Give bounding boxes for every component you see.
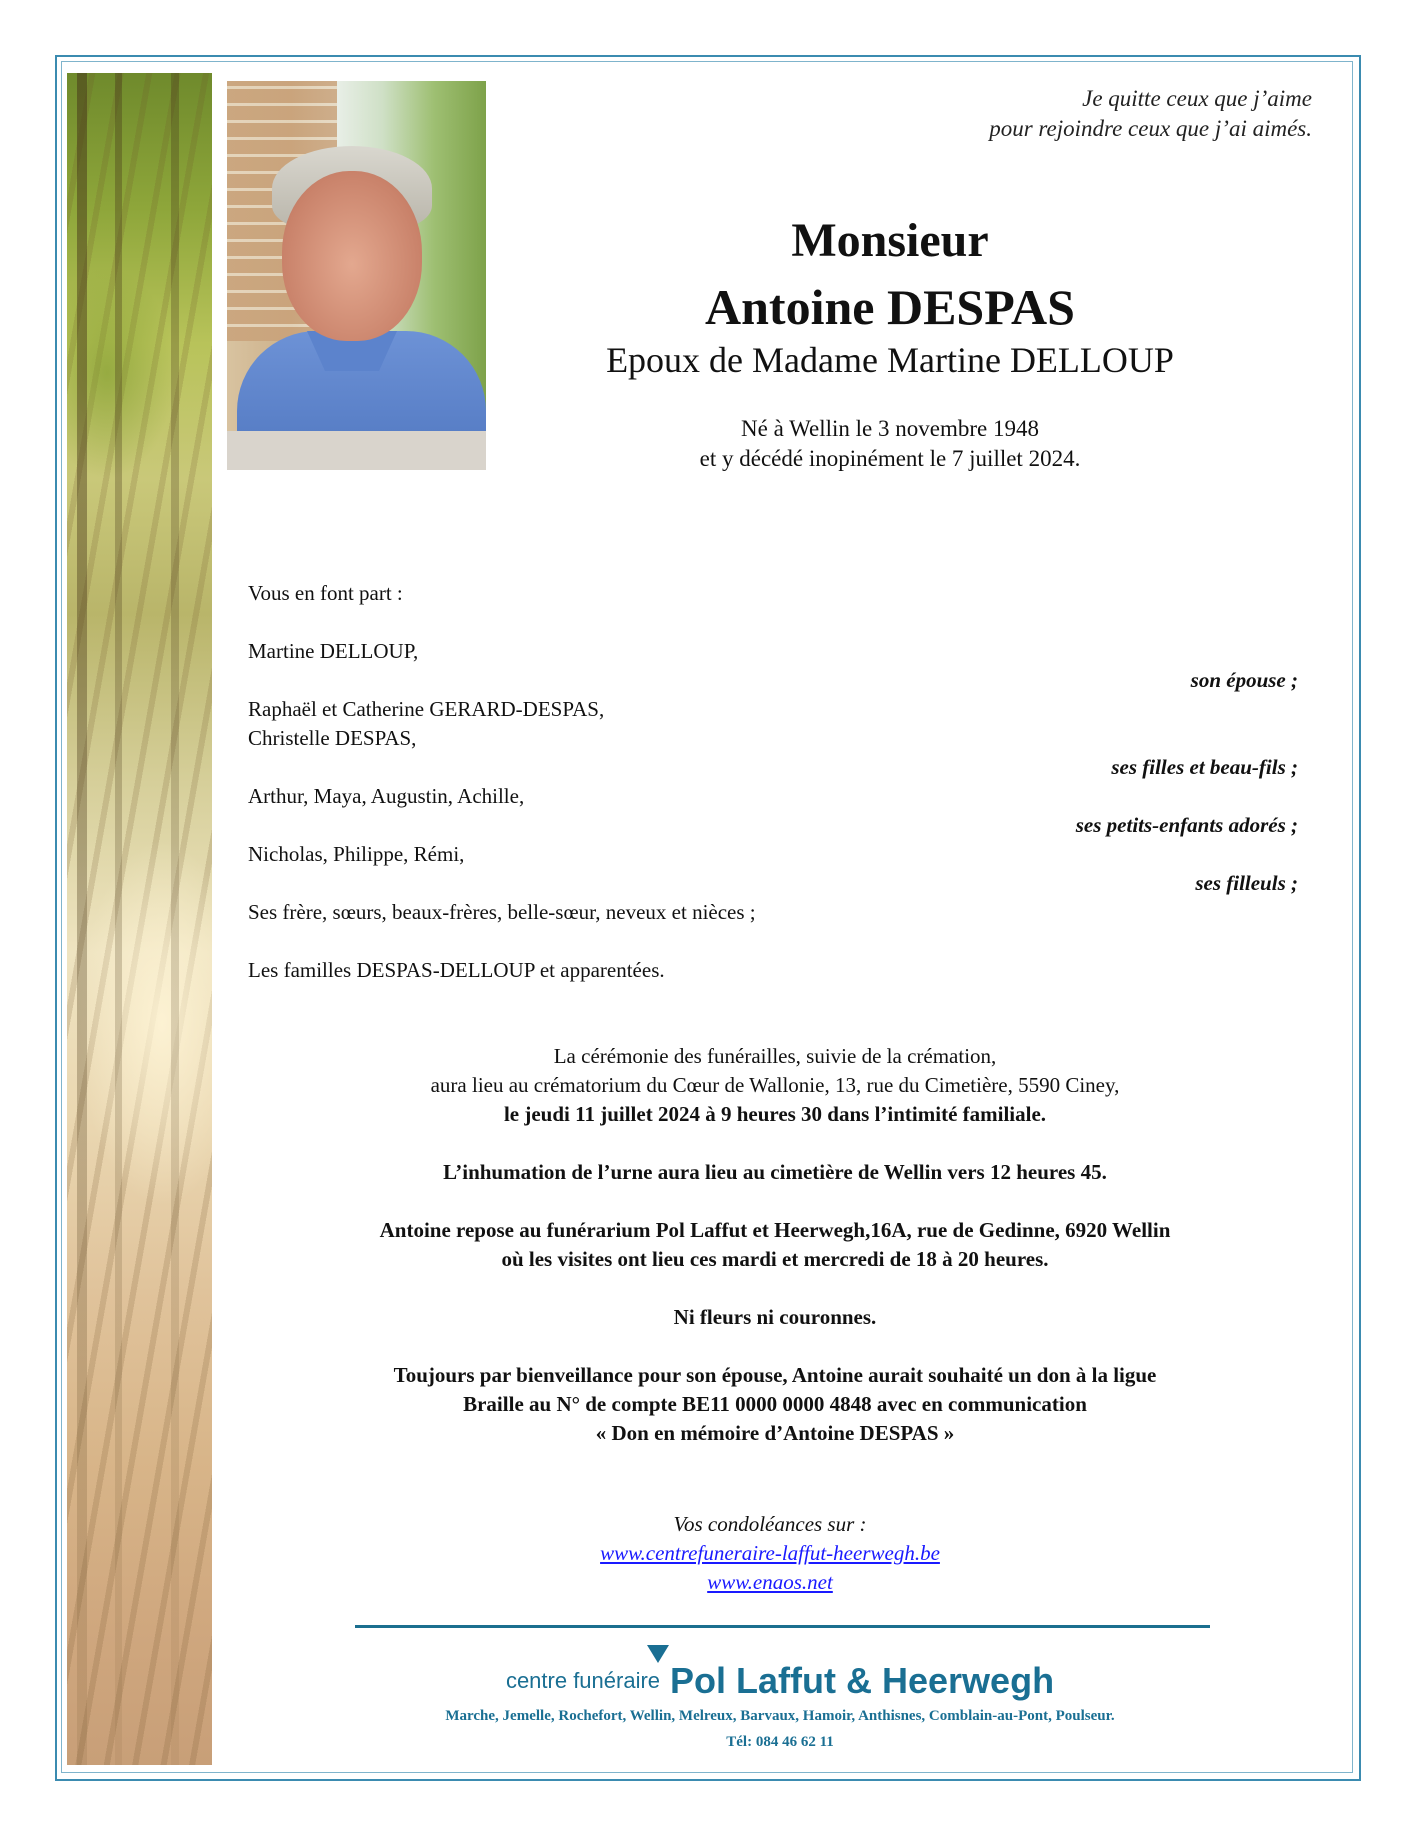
logo-prefix: centre funéraire [505, 1668, 661, 1693]
family-name-line: Raphaël et Catherine GERARD-DESPAS, [248, 697, 605, 721]
death-line: et y décédé inopinément le 7 juillet 2024. [699, 446, 1081, 471]
donation-line-1: Toujours par bienveillance pour son épouse, Antoine aurait souhaité un don à la ligue [393, 1363, 1157, 1387]
burial-info: L’inhumation de l’urne aura lieu au cimetière de Wellin vers 12 heures 45. [443, 1160, 1107, 1184]
donation-line-2: Braille au N° de compte BE11 0000 0000 4848 avec en communication [463, 1392, 1087, 1416]
birth-death-info [520, 414, 1260, 474]
civility-title: Monsieur [791, 214, 989, 267]
condolences-label: Vos condoléances sur : [673, 1512, 867, 1536]
birth-line: Né à Wellin le 3 novembre 1948 [741, 416, 1039, 441]
funeral-home-logo [330, 1660, 1230, 1702]
epigraph [989, 84, 1312, 144]
portrait-photo [227, 81, 486, 470]
family-name-line: Christelle DESPAS, [248, 726, 417, 750]
family-name-line: Nicholas, Philippe, Rémi, [248, 842, 465, 866]
rest-line-2: où les visites ont lieu ces mardi et mercredi de 18 à 20 heures. [501, 1247, 1049, 1271]
rest-info [250, 1216, 1300, 1274]
condolences-link-enaos[interactable]: www.enaos.net [707, 1570, 833, 1594]
footer-towns: Marche, Jemelle, Rochefort, Wellin, Melreux, Barvaux, Hamoir, Anthisnes, Comblain-au-Pont, Poulseur. [445, 1708, 1115, 1724]
ceremony-date-line: le jeudi 11 juillet 2024 à 9 heures 30 dans l’intimité familiale. [503, 1102, 1047, 1126]
donation-info [250, 1361, 1300, 1448]
family-relation: ses petits-enfants adorés ; [1075, 813, 1298, 837]
deceased-name: Antoine DESPAS [705, 279, 1075, 335]
logo-brand: Pol Laffut & Heerwegh [670, 1660, 1055, 1701]
ceremony-info [250, 1042, 1300, 1129]
family-relation: ses filleuls ; [1195, 871, 1298, 895]
ceremony-line-2: aura lieu au crématorium du Cœur de Wallonie, 13, rue du Cimetière, 5590 Ciney, [430, 1073, 1120, 1097]
ceremony-line-1: La cérémonie des funérailles, suivie de la crémation, [553, 1044, 997, 1068]
family-others-line: Ses frère, sœurs, beaux-frères, belle-sœur, neveux et nièces ; [248, 900, 756, 924]
condolences-link-funeral-center[interactable]: www.centrefuneraire-laffut-heerwegh.be [600, 1541, 940, 1565]
condolences-block [420, 1510, 1120, 1597]
flowers-note: Ni fleurs ni couronnes. [673, 1305, 877, 1329]
forest-path-decoration [67, 73, 212, 1765]
family-relation: ses filles et beau-fils ; [1111, 755, 1298, 779]
family-name-line: Martine DELLOUP, [248, 639, 419, 663]
footer-phone: Tél: 084 46 62 11 [726, 1734, 834, 1750]
footer-divider [355, 1625, 1210, 1628]
epigraph-line-1: Je quitte ceux que j’aime [1082, 86, 1312, 111]
epigraph-line-2: pour rejoindre ceux que j’ai aimés. [989, 116, 1312, 141]
family-relation: son épouse ; [1190, 668, 1298, 692]
rest-line-1: Antoine repose au funérarium Pol Laffut et Heerwegh,16A, rue de Gedinne, 6920 Wellin [379, 1218, 1171, 1242]
family-name-line: Arthur, Maya, Augustin, Achille, [248, 784, 525, 808]
family-others-line: Les familles DESPAS-DELLOUP et apparentées. [248, 958, 665, 982]
donation-line-3: « Don en mémoire d’Antoine DESPAS » [595, 1421, 955, 1445]
spouse-line: Epoux de Madame Martine DELLOUP [606, 340, 1174, 380]
family-intro: Vous en font part : [248, 581, 403, 605]
